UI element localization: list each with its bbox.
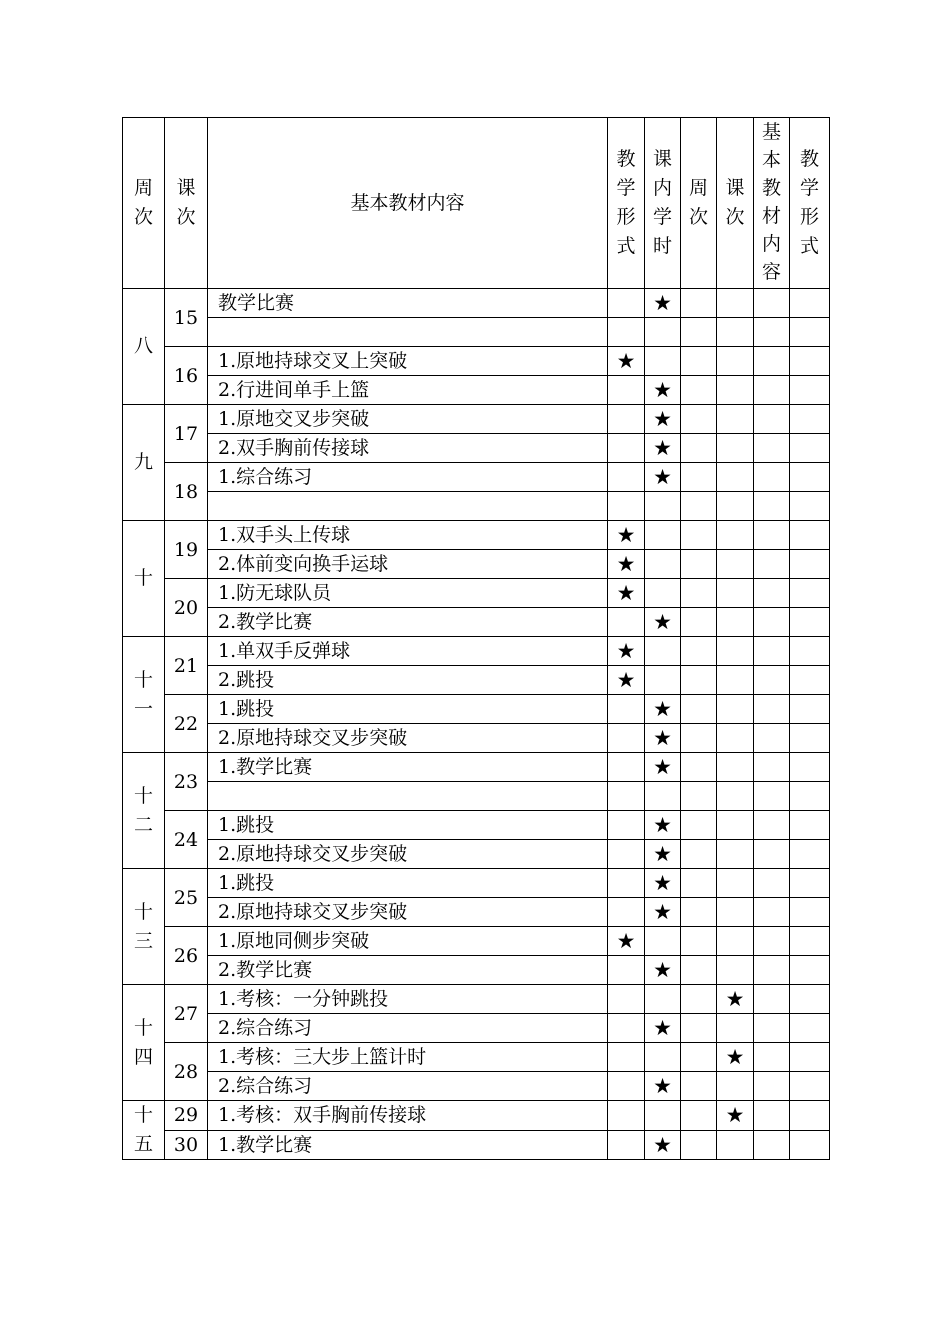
lesson2-cell: [717, 579, 754, 608]
content-cell: 1.教学比赛: [208, 1130, 608, 1160]
form-cell: [608, 753, 645, 782]
lesson2-cell: [717, 811, 754, 840]
content2-cell: [754, 376, 790, 405]
content2-cell: [754, 1072, 790, 1101]
content2-cell: [754, 898, 790, 927]
content2-cell: [754, 550, 790, 579]
week2-cell: [681, 579, 717, 608]
lesson-cell: 18: [165, 463, 208, 521]
star-mark: ★: [645, 724, 681, 753]
lesson-cell: 16: [165, 347, 208, 405]
hours-cell: [645, 347, 681, 376]
content-cell: 2.教学比赛: [208, 608, 608, 637]
lesson2-cell: [717, 318, 754, 347]
lesson-cell: 28: [165, 1043, 208, 1101]
content2-cell: [754, 782, 790, 811]
form-cell: [608, 376, 645, 405]
star-mark: ★: [645, 869, 681, 898]
content-cell: 2.双手胸前传接球: [208, 434, 608, 463]
lesson-cell: 22: [165, 695, 208, 753]
week2-cell: [681, 985, 717, 1014]
form2-cell: [790, 289, 830, 318]
week2-cell: [681, 956, 717, 985]
lesson2-cell: [717, 434, 754, 463]
form2-cell: [790, 811, 830, 840]
table-row: [123, 550, 830, 579]
form-cell: [608, 898, 645, 927]
content-cell: 2.教学比赛: [208, 956, 608, 985]
form2-cell: [790, 898, 830, 927]
week-cell: 八: [123, 289, 165, 405]
form2-cell: [790, 637, 830, 666]
content-cell: [208, 782, 608, 811]
star-mark: ★: [608, 637, 645, 666]
hours-cell: [645, 492, 681, 521]
star-mark: ★: [645, 840, 681, 869]
star-mark: ★: [608, 347, 645, 376]
lesson2-cell: [717, 869, 754, 898]
form2-cell: [790, 318, 830, 347]
header-content: 基本教材内容: [208, 118, 608, 289]
lesson2-cell: [717, 898, 754, 927]
lesson2-cell: [717, 753, 754, 782]
content2-cell: [754, 753, 790, 782]
lesson2-cell: [717, 1072, 754, 1101]
lesson-cell: 20: [165, 579, 208, 637]
content2-cell: [754, 289, 790, 318]
form2-cell: [790, 1101, 830, 1131]
week2-cell: [681, 434, 717, 463]
content2-cell: [754, 521, 790, 550]
week2-cell: [681, 289, 717, 318]
star-mark: ★: [645, 811, 681, 840]
table-row: [123, 579, 830, 608]
star-mark: ★: [645, 608, 681, 637]
form2-cell: [790, 434, 830, 463]
form2-cell: [790, 927, 830, 956]
hours-cell: [645, 318, 681, 347]
form-cell: [608, 318, 645, 347]
week2-cell: [681, 1130, 717, 1160]
week2-cell: [681, 927, 717, 956]
week2-cell: [681, 782, 717, 811]
content2-cell: [754, 463, 790, 492]
week2-cell: [681, 492, 717, 521]
schedule-table: [122, 117, 830, 1160]
week2-cell: [681, 405, 717, 434]
table-row: [123, 1014, 830, 1043]
form2-cell: [790, 405, 830, 434]
star-mark: ★: [645, 376, 681, 405]
form2-cell: [790, 550, 830, 579]
content-cell: 2.行进间单手上篮: [208, 376, 608, 405]
form2-cell: [790, 724, 830, 753]
content-cell: 1.综合练习: [208, 463, 608, 492]
week-cell: 十四: [123, 985, 165, 1101]
form2-cell: [790, 695, 830, 724]
form2-cell: [790, 782, 830, 811]
form-cell: [608, 782, 645, 811]
hours-cell: [645, 1101, 681, 1131]
table-row: [123, 927, 830, 956]
lesson-cell: 29: [165, 1101, 208, 1131]
content-cell: 1.跳投: [208, 869, 608, 898]
content-cell: 1.双手头上传球: [208, 521, 608, 550]
table-row: [123, 289, 830, 318]
form-cell: [608, 840, 645, 869]
lesson2-cell: [717, 666, 754, 695]
week2-cell: [681, 695, 717, 724]
hours-cell: [645, 985, 681, 1014]
week2-cell: [681, 550, 717, 579]
lesson-cell: 19: [165, 521, 208, 579]
lesson-cell: 26: [165, 927, 208, 985]
lesson2-cell: [717, 840, 754, 869]
table-row: [123, 985, 830, 1014]
content2-cell: [754, 956, 790, 985]
star-mark: ★: [717, 985, 754, 1014]
hours-cell: [645, 550, 681, 579]
form-cell: [608, 1072, 645, 1101]
content2-cell: [754, 347, 790, 376]
week-cell: 九: [123, 405, 165, 521]
form2-cell: [790, 1043, 830, 1072]
content-cell: 2.综合练习: [208, 1072, 608, 1101]
content2-cell: [754, 1014, 790, 1043]
week2-cell: [681, 521, 717, 550]
lesson2-cell: [717, 927, 754, 956]
content2-cell: [754, 869, 790, 898]
table-row: [123, 898, 830, 927]
week2-cell: [681, 811, 717, 840]
header-lesson-2: 课次: [717, 118, 754, 289]
lesson2-cell: [717, 782, 754, 811]
lesson2-cell: [717, 376, 754, 405]
week2-cell: [681, 666, 717, 695]
star-mark: ★: [608, 579, 645, 608]
lesson2-cell: [717, 608, 754, 637]
week2-cell: [681, 869, 717, 898]
form-cell: [608, 434, 645, 463]
header-form-2: 教学形式: [790, 118, 830, 289]
form2-cell: [790, 521, 830, 550]
form-cell: [608, 1043, 645, 1072]
form2-cell: [790, 347, 830, 376]
content-cell: 2.综合练习: [208, 1014, 608, 1043]
lesson2-cell: [717, 1130, 754, 1160]
table-row: [123, 869, 830, 898]
week-cell: 十: [123, 521, 165, 637]
form-cell: [608, 695, 645, 724]
content2-cell: [754, 1043, 790, 1072]
content2-cell: [754, 724, 790, 753]
week2-cell: [681, 840, 717, 869]
content2-cell: [754, 637, 790, 666]
lesson2-cell: [717, 521, 754, 550]
content-cell: 1.防无球队员: [208, 579, 608, 608]
form2-cell: [790, 579, 830, 608]
form-cell: [608, 1101, 645, 1131]
table-row: [123, 840, 830, 869]
week2-cell: [681, 753, 717, 782]
form2-cell: [790, 1014, 830, 1043]
content2-cell: [754, 927, 790, 956]
form2-cell: [790, 1072, 830, 1101]
week-cell: 十一: [123, 637, 165, 753]
week2-cell: [681, 608, 717, 637]
star-mark: ★: [645, 956, 681, 985]
star-mark: ★: [645, 434, 681, 463]
form-cell: [608, 492, 645, 521]
lesson-cell: 25: [165, 869, 208, 927]
content-cell: 1.考核：三大步上篮计时: [208, 1043, 608, 1072]
table-row: [123, 1130, 830, 1160]
lesson-cell: 30: [165, 1130, 208, 1160]
star-mark: ★: [645, 405, 681, 434]
lesson2-cell: [717, 289, 754, 318]
week2-cell: [681, 898, 717, 927]
lesson-cell: 21: [165, 637, 208, 695]
hours-cell: [645, 637, 681, 666]
star-mark: ★: [608, 927, 645, 956]
header-hours: 课内学时: [645, 118, 681, 289]
header-content-2: 基本教材内容: [754, 118, 790, 289]
week2-cell: [681, 463, 717, 492]
lesson2-cell: [717, 695, 754, 724]
table-row: [123, 608, 830, 637]
content-cell: 2.原地持球交叉步突破: [208, 898, 608, 927]
hours-cell: [645, 521, 681, 550]
week2-cell: [681, 1014, 717, 1043]
star-mark: ★: [645, 695, 681, 724]
content2-cell: [754, 1130, 790, 1160]
table-row: [123, 376, 830, 405]
form-cell: [608, 811, 645, 840]
table-row: [123, 347, 830, 376]
content-cell: [208, 492, 608, 521]
content2-cell: [754, 666, 790, 695]
lesson2-cell: [717, 956, 754, 985]
header-lesson: 课次: [165, 118, 208, 289]
content-cell: 1.跳投: [208, 811, 608, 840]
hours-cell: [645, 579, 681, 608]
content2-cell: [754, 318, 790, 347]
hours-cell: [645, 927, 681, 956]
table-row: [123, 695, 830, 724]
lesson-cell: 15: [165, 289, 208, 347]
lesson-cell: 27: [165, 985, 208, 1043]
form2-cell: [790, 608, 830, 637]
lesson2-cell: [717, 347, 754, 376]
lesson2-cell: [717, 724, 754, 753]
table-row: [123, 463, 830, 492]
form-cell: [608, 985, 645, 1014]
content-cell: 2.跳投: [208, 666, 608, 695]
star-mark: ★: [717, 1043, 754, 1072]
content-cell: 1.原地交叉步突破: [208, 405, 608, 434]
table-row: [123, 405, 830, 434]
content2-cell: [754, 492, 790, 521]
content2-cell: [754, 840, 790, 869]
lesson2-cell: [717, 405, 754, 434]
star-mark: ★: [645, 1072, 681, 1101]
form2-cell: [790, 840, 830, 869]
form-cell: [608, 608, 645, 637]
content-cell: 教学比赛: [208, 289, 608, 318]
table-row: [123, 1043, 830, 1072]
star-mark: ★: [645, 1014, 681, 1043]
star-mark: ★: [608, 550, 645, 579]
content2-cell: [754, 434, 790, 463]
week-cell: 十三: [123, 869, 165, 985]
table-row: [123, 666, 830, 695]
table-row: [123, 1101, 830, 1131]
hours-cell: [645, 782, 681, 811]
lesson-cell: 17: [165, 405, 208, 463]
table-row: [123, 492, 830, 521]
content-cell: 2.原地持球交叉步突破: [208, 724, 608, 753]
table-row: [123, 753, 830, 782]
week2-cell: [681, 376, 717, 405]
content-cell: 1.考核：双手胸前传接球: [208, 1101, 608, 1131]
star-mark: ★: [608, 666, 645, 695]
week-cell: 十五: [123, 1101, 165, 1160]
content-cell: 1.考核：一分钟跳投: [208, 985, 608, 1014]
table-row: [123, 1072, 830, 1101]
form2-cell: [790, 666, 830, 695]
header-row: [123, 118, 830, 289]
content-cell: 2.原地持球交叉步突破: [208, 840, 608, 869]
header-form: 教学形式: [608, 118, 645, 289]
lesson2-cell: [717, 1014, 754, 1043]
star-mark: ★: [645, 1130, 681, 1160]
content2-cell: [754, 1101, 790, 1131]
star-mark: ★: [717, 1101, 754, 1131]
lesson2-cell: [717, 463, 754, 492]
header-week: 周次: [123, 118, 165, 289]
lesson-cell: 23: [165, 753, 208, 811]
table-row: [123, 811, 830, 840]
form2-cell: [790, 869, 830, 898]
form2-cell: [790, 956, 830, 985]
form-cell: [608, 956, 645, 985]
table-row: [123, 956, 830, 985]
form2-cell: [790, 753, 830, 782]
star-mark: ★: [645, 463, 681, 492]
content-cell: 1.教学比赛: [208, 753, 608, 782]
week2-cell: [681, 637, 717, 666]
form2-cell: [790, 1130, 830, 1160]
hours-cell: [645, 1043, 681, 1072]
content-cell: 1.跳投: [208, 695, 608, 724]
hours-cell: [645, 666, 681, 695]
content2-cell: [754, 579, 790, 608]
form2-cell: [790, 492, 830, 521]
content2-cell: [754, 608, 790, 637]
lesson2-cell: [717, 492, 754, 521]
form-cell: [608, 463, 645, 492]
week2-cell: [681, 347, 717, 376]
content2-cell: [754, 695, 790, 724]
content-cell: 2.体前变向换手运球: [208, 550, 608, 579]
week2-cell: [681, 1072, 717, 1101]
content2-cell: [754, 405, 790, 434]
star-mark: ★: [645, 289, 681, 318]
content-cell: 1.原地持球交叉上突破: [208, 347, 608, 376]
week2-cell: [681, 1101, 717, 1131]
star-mark: ★: [645, 898, 681, 927]
header-week-2: 周次: [681, 118, 717, 289]
table-row: [123, 637, 830, 666]
content2-cell: [754, 811, 790, 840]
content2-cell: [754, 985, 790, 1014]
table-row: [123, 782, 830, 811]
table-row: [123, 724, 830, 753]
form2-cell: [790, 463, 830, 492]
form-cell: [608, 289, 645, 318]
content-cell: 1.单双手反弹球: [208, 637, 608, 666]
content-cell: [208, 318, 608, 347]
form2-cell: [790, 985, 830, 1014]
form-cell: [608, 869, 645, 898]
lesson-cell: 24: [165, 811, 208, 869]
star-mark: ★: [608, 521, 645, 550]
table-row: [123, 434, 830, 463]
form-cell: [608, 1130, 645, 1160]
form-cell: [608, 405, 645, 434]
form2-cell: [790, 376, 830, 405]
week2-cell: [681, 318, 717, 347]
week-cell: 十二: [123, 753, 165, 869]
lesson2-cell: [717, 637, 754, 666]
week2-cell: [681, 1043, 717, 1072]
form-cell: [608, 724, 645, 753]
content-cell: 1.原地同侧步突破: [208, 927, 608, 956]
lesson2-cell: [717, 550, 754, 579]
table-row: [123, 318, 830, 347]
star-mark: ★: [645, 753, 681, 782]
table-row: [123, 521, 830, 550]
form-cell: [608, 1014, 645, 1043]
week2-cell: [681, 724, 717, 753]
